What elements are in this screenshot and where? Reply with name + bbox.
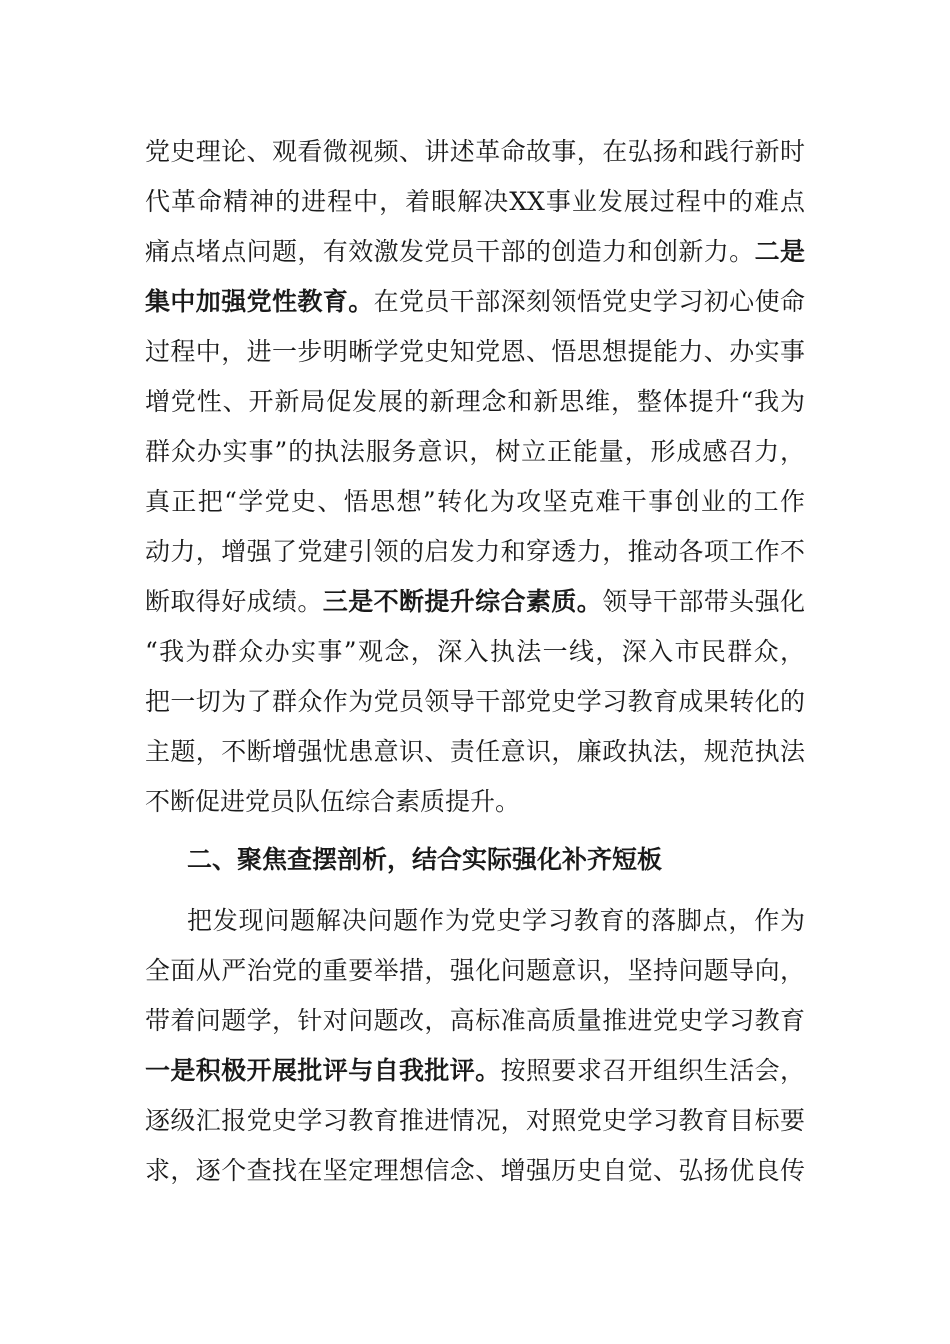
paragraph-2 [145,896,805,1196]
text-line: 群众办实事”的执法服务意识，树立正能量，形成感召力， [145,437,805,466]
text-run: 按照要求召开组织生活会， [500,1056,805,1085]
bold-text-run: 一是积极开展批评与自我批评。 [145,1056,501,1085]
paragraph-1 [145,127,805,827]
text-line: 动力，增强了党建引领的启发力和穿透力，推动各项工作不 [145,537,805,566]
text-line [145,227,805,277]
text-run: 领导干部带头强化 [602,587,805,616]
text-line: 把发现问题解决问题作为党史学习教育的落脚点，作为 [187,906,805,935]
text-line: 逐级汇报党史学习教育推进情况，对照党史学习教育目标要 [145,1106,805,1135]
text-line [145,1046,805,1096]
text-run: 在党员干部深刻领悟党史学习初心使命 [373,287,805,316]
bold-text-run: 三是不断提升综合素质。 [322,587,603,616]
text-line: 求，逐个查找在坚定理想信念、增强历史自觉、弘扬优良传 [145,1156,805,1185]
text-run: 断取得好成绩。 [145,587,323,616]
text-line [145,277,805,327]
text-line: “我为群众办实事”观念，深入执法一线，深入市民群众， [145,637,805,666]
text-line: 主题，不断增强忧患意识、责任意识，廉政执法，规范执法 [145,737,805,766]
text-line: 全面从严治党的重要举措，强化问题意识，坚持问题导向， [145,956,805,985]
bold-text-run: 集中加强党性教育。 [145,287,374,316]
text-line: 过程中，进一步明晰学党史知党恩、悟思想提能力、办实事 [145,337,805,366]
bold-text-run: 二是 [754,237,805,266]
text-line: 代革命精神的进程中，着眼解决XX事业发展过程中的难点 [145,187,805,216]
text-line: 党史理论、观看微视频、讲述革命故事，在弘扬和践行新时 [145,137,805,166]
text-line: 不断促进党员队伍综合素质提升。 [145,787,521,816]
text-line: 增党性、开新局促发展的新理念和新思维，整体提升“我为 [145,387,805,416]
section-heading: 二、聚焦查摆剖析，结合实际强化补齐短板 [187,845,663,874]
text-line: 带着问题学，针对问题改，高标准高质量推进党史学习教育 [145,1006,805,1035]
text-run: 痛点堵点问题，有效激发党员干部的创造力和创新力。 [145,237,755,266]
text-line: 真正把“学党史、悟思想”转化为攻坚克难干事创业的工作 [145,487,805,516]
text-line [145,577,805,627]
text-line: 把一切为了群众作为党员领导干部党史学习教育成果转化的 [145,687,805,716]
